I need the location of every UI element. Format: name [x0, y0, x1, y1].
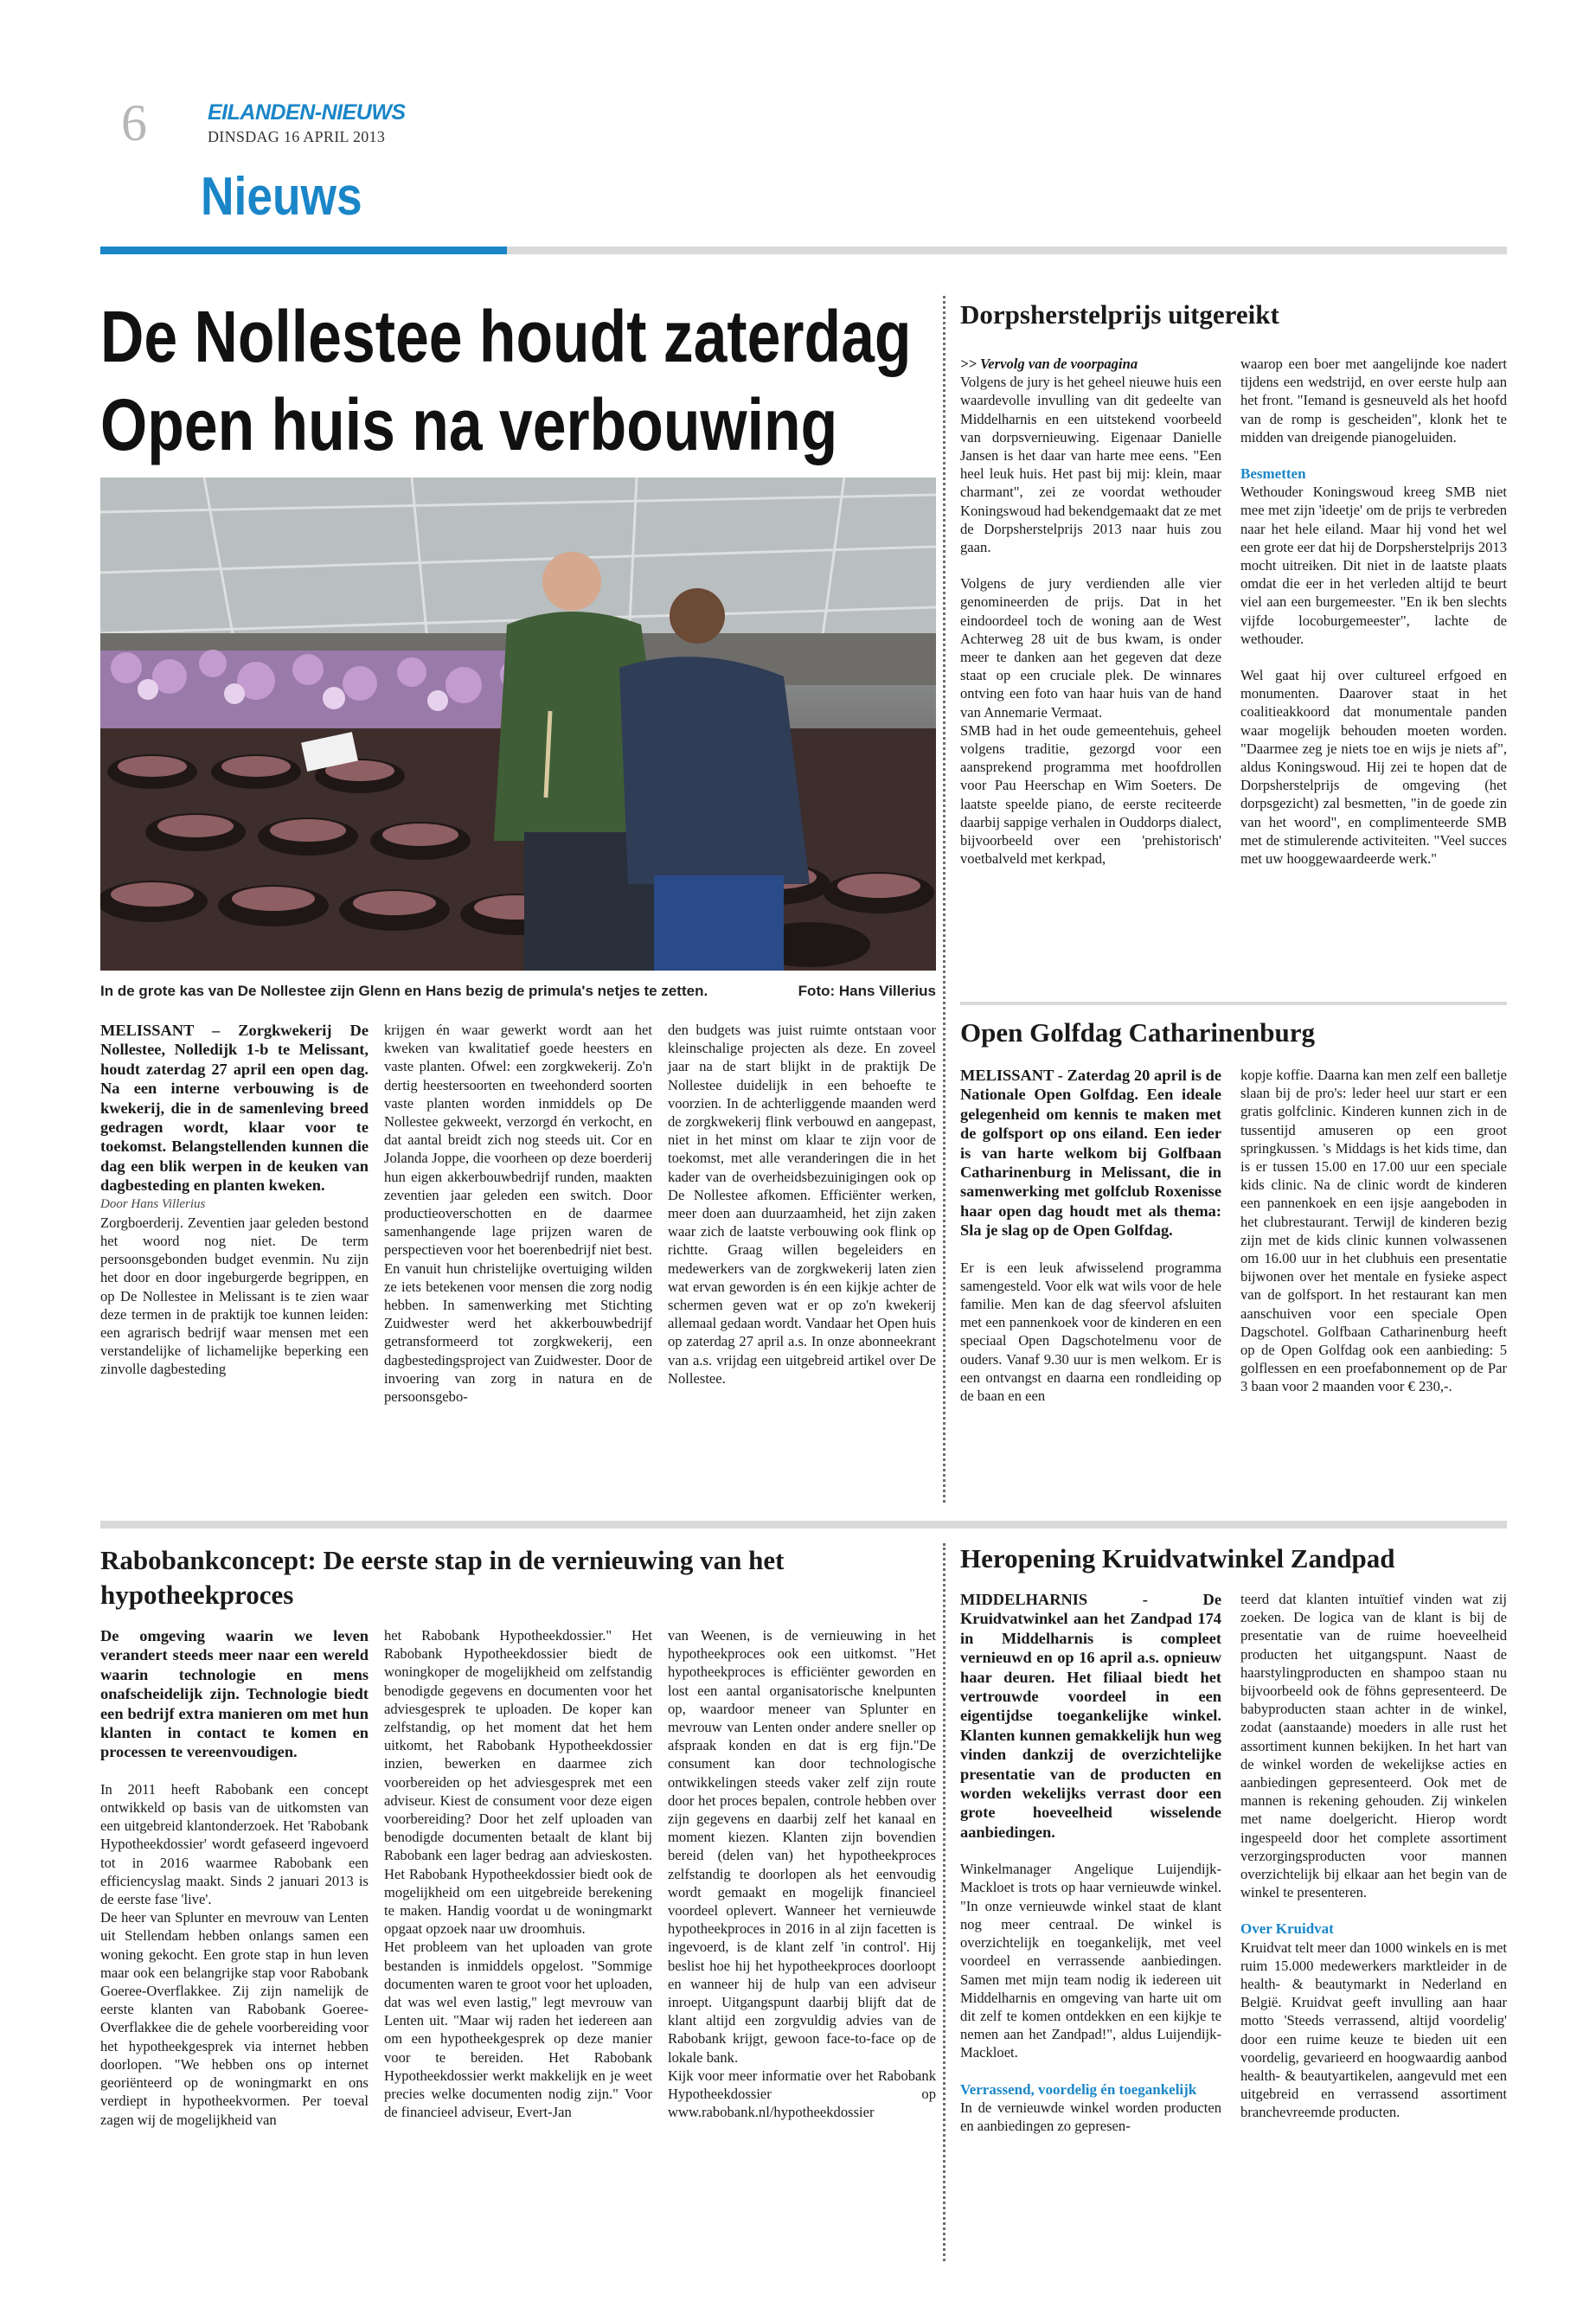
golfdag-col-2	[1240, 1066, 1507, 1396]
rabobank-col-1	[100, 1626, 369, 2129]
kruidvat-col1-p2: Winkelmanager Angelique Luijendijk-Mackloet is trots op haar vernieuwde winkel. "In onze vernieuwde winkel staat de klant nog meer centraal. De winkel is overzichtelijk en toegankelijk, met veel voordeel en verrassende aanbiedingen. Samen met mijn team nodig ik iedereen uit Middelharnis en omgeving van harte uit om dit zelf te komen ontdekken en een kijkje te nemen aan het Zandpad!", aldus Luijendijk-Mackloet.	[960, 1861, 1221, 2061]
kruidvat-col-1	[960, 1590, 1221, 2135]
rabobank-col-2	[384, 1626, 652, 2121]
dorpsherstel-col-2	[1240, 355, 1507, 868]
kruidvat-col2-p2: Kruidvat telt meer dan 1000 winkels en is met ruim 15.000 medewerkers marktleider in de health- & beautymarkt in Nederland en België. Kruidvat geeft invulling aan haar motto 'Steeds verrassend, altijd voordelig' door een ruime keuze te bieden uit een voordelig, gevarieerd en hoogwaardig aanbod health- & beautyartikelen, aangevuld met een uitgebreid en verrassend assortiment branchevreemde producten.	[1240, 1939, 1507, 2121]
main-article-col-3	[668, 1021, 936, 1388]
dorpsherstel-subhead: Besmetten	[1240, 465, 1306, 483]
section-title: Nieuws	[201, 167, 362, 227]
rabobank-lead: De omgeving waarin we leven verandert steeds meer naar een wereld waarin technologie en mens onafscheidelijk zijn. Technologie biedt een bedrijf extra manieren om met hun klanten in contact te komen en processen te vereenvoudigen.	[100, 1627, 369, 1761]
photo-credit: Foto: Hans Villerius	[798, 983, 936, 999]
golfdag-col1-p2: Er is een leuk afwisselend programma samengesteld. Voor elk wat wils voor de hele familie. Men kan de dag sfeervol afsluiten met een pannenkoek voor de kinderen en een speciaal Open Dagschotelmenu voor de ouders. Vanaf 9.30 uur is men welkom. Er is een ontvangst en daarna een rondleiding op de baan en een	[960, 1259, 1221, 1405]
sidebar-divider	[960, 1002, 1507, 1005]
rabobank-title: Rabobankconcept: De eerste stap in de vernieuwing van het hypotheekproces	[100, 1545, 785, 1610]
dorpsherstel-col2-p1: waarop een boer met aangelijnde koe nadert tijdens een wedstrijd, en over eerste hulp aan het front. "Iemand is gesneuveld als het hoofd van de romp is gescheiden", klonk het te midden van dreigende pianogeluiden.	[1240, 356, 1507, 445]
dorpsherstel-col2-p3: Wel gaat hij over cultureel erfgoed en monumenten. Daarover staat in het coalitieakkoord dat monumentale panden waar mogelijk behouden moeten worden. "Daarmee zeg je niets toe en wijs je niets af", aldus Koningswoud. Hij zei te hopen dat de Dorpsherstelprijs de omgeving (het dorpsgezicht) zal besmetten, "in de goede zin van het woord", en complimenteerde SMB met de stimulerende activiteiten. "Veel succes met uw hooggewaardeerde werk."	[1240, 667, 1507, 868]
dorpsherstel-title: Dorpsherstelprijs uitgereikt	[960, 299, 1279, 330]
golfdag-col-1	[960, 1066, 1221, 1405]
dorpsherstel-col1-p1: Volgens de jury is het geheel nieuwe huis een waardevolle invulling van dit gedeelte van Middelharnis en een uitstekend voorbeeld van dorpsvernieuwing. Eigenaar Danielle Jansen is het daar van harte mee eens. "Een heel leuk huis. Het past bij mij: klein, maar charmant", zei ze voordat wethouder Koningswoud had bekendgemaakt dat ze met de Dorpsherstelprijs 2013 naar huis zou gaan.	[960, 374, 1221, 556]
dorpsherstel-col-1	[960, 355, 1221, 868]
main-col1-body: Zorgboerderij. Zeventien jaar geleden bestond het woord nog niet. De term persoonsgebonden budget evenmin. Nu zijn het door en door ingeburgerde begrippen, en op De Nollestee in Melissant is te zien waar deze termen in de praktijk toe kunnen leiden: een agrarisch bedrijf waar mensen met een verstandelijke of lichamelijke beperking een zinvolle dagbesteding	[100, 1214, 369, 1378]
kruidvat-col1-p3: In de vernieuwde winkel worden producten en aanbiedingen zo gepresen-	[960, 2099, 1221, 2134]
page-number: 6	[121, 94, 147, 151]
headline-line-1: De Nollestee houdt zaterdag	[100, 296, 912, 377]
kruidvat-lead: MIDDELHARNIS - De Kruidvatwinkel aan het Zandpad 174 in Middelharnis is compleet vernieuwd en op 16 april a.s. opnieuw haar deuren. Het filiaal biedt het vertrouwde voordeel in een eigentijdse toegankelijke winkel. Klanten kunnen gemakkelijk hun weg vinden dankzij de overzichtelijke presentatie van de producten en worden wekelijks verrast door een grote hoeveelheid wisselende aanbiedingen.	[960, 1591, 1221, 1841]
rabobank-col3-p1: van Weenen, is de vernieuwing in het hypotheekproces ook een uitkomst. "Het hypotheekproces is efficiënter geworden en lost een aantal organisatorische knelpunten op, waardoor meneer van Splunter en mevrouw van Lenten onder andere sneller op afspraak konden en dat is erg fijn."De consument kan door technologische ontwikkelingen steeds vaker zelf zijn route door het proces bepalen, controle hebben over zijn gegevens en daarbij zelf het kanaal en moment kiezen. Klanten zijn bovendien bereid (delen van) het hypotheekproces zelfstandig te doorlopen als het eenvoudig wordt gemaakt en mogelijk financieel voordeel oplevert. Wanneer het vernieuwde hypotheekproces in 2016 in al zijn facetten is ingevoerd, is de klant zelf 'in control'. Hij beslist hoe hij het hypotheekproces doorloopt en wanneer hij de hulp van een adviseur inroept. Uitgangspunt daarbij blijft dat de klant altijd een zorgvuldig advies van de Rabobank krijgt, gewoon face-to-face op de lokale bank.	[668, 1627, 936, 2066]
main-col3-body: den budgets was juist ruimte ontstaan voor kleinschalige projecten als deze. En zoveel jaar na de start blijkt in de praktijk De Nollestee duidelijk in een behoefte te voorzien. In de achterliggende maanden werd de zorgkwekerij flink verbouwd en aangepast, niet in het minst om klaar te zijn voor de toekomst, met alle veranderingen die in het kader van de overheidsbezuinigingen ook op De Nollestee afkomen. Efficiënter werken, meer doen aan duurzaamheid, het zijn zaken waar zich de laatste verbouwing ook flink op richtte. Graag willen begeleiders en medewerkers van de zorgkwekerij laten zien wat ervan geworden is én een kijkje achter de schermen geven wat er op zo'n kwekerij allemaal gedaan wordt. Vandaar het Open huis op zaterdag 27 april a.s. In onze abonneekrant van a.s. vrijdag een uitgebreid artikel over De Nollestee.	[668, 1022, 936, 1387]
kruidvat-subhead-2: Over Kruidvat	[1240, 1920, 1334, 1938]
main-lead: MELISSANT – Zorgkwekerij De Nollestee, Nolledijk 1-b te Melissant, houdt zaterdag 27 april een open dag. Na een interne verbouwing is de kwekerij, die in de samenleving breed gedragen wordt, klaar voor te toekomst. Belangstellenden kunnen die dag een blik werpen in de keuken van dagbesteding en planten kweken.	[100, 1022, 369, 1195]
column-separator-top	[943, 296, 945, 1503]
photo-caption	[100, 983, 936, 1000]
publication-date: DINSDAG 16 APRIL 2013	[208, 128, 386, 145]
header-rule-accent	[100, 247, 507, 254]
dorpsherstel-col2-p2: Wethouder Koningswoud kreeg SMB niet mee met zijn 'ideetje' om de prijs te verbreden naar het hele eiland. Maar hij vond het wel een grote eer dat hij de Dorpsherstelprijs 2013 mocht uitreiken. Dit niet in de laatste plaats omdat die eer in het verleden altijd te beurt viel aan een burgemeester. "En ik ben slechts vijfde locoburgemeester", lachte de wethouder.	[1240, 484, 1507, 647]
main-headline	[100, 292, 912, 469]
rabobank-col2-p1: het Rabobank Hypotheekdossier." Het Rabobank Hypotheekdossier biedt de woningkoper de mogelijkheid om zelfstandig benodigde gegevens en documenten voor het adviesgesprek te uploaden. De koper kan zelfstandig, op het moment dat het hem uitkomt, het Rabobank Hypotheekdossier inzien, bewerken en daarmee zich voorbereiden op het adviesgesprek met een adviseur. Kiest de consument voor deze eigen voorbereiding? Door het zelf uploaden van benodigde documenten betaalt de klant bij Rabobank een lager bedrag aan advieskosten. Het Rabobank Hypotheekdossier biedt ook de mogelijkheid om een uitgebreide berekening te maken. Handig voordat u de woningmarkt opgaat opzoek naar uw droomhuis.	[384, 1627, 652, 1938]
main-col2-body: krijgen én waar gewerkt wordt aan het kweken van kwalitatief goede heesters en vaste planten. Ofwel: een zorgkwekerij. Zo'n dertig heestersoorten en tweehonderd soorten vaste planten worden inmiddels op De Nollestee gekweekt, verzorgd én verkocht, en dat aantal breidt zich nog steeds uit. Cor en Jolanda Joppe, die voorheen op deze boerderij hun eigen akkerbouwbedrijf runden, maakten zeventien jaar geleden een switch. Door productieoverschotten en de daarmee samenhangende lage prijzen waren de perspectieven voor het boerenbedrijf niet best. En vanuit hun christelijke overtuiging wilden ze iets betekenen voor mensen die zorg nodig hebben. In samenwerking met Stichting Zuidwester werd het akkerbouwbedrijf getransformeerd tot zorgkwekerij, een dagbestedingsproject van Zuidwester. Door de invoering van zorg in natura en de persoonsgebo-	[384, 1022, 652, 1406]
main-photo	[100, 478, 936, 971]
rabobank-col1-p2: De heer van Splunter en mevrouw van Lenten uit Stellendam hebben onlangs samen een woning gekocht. Een grote stap in hun leven maar ook een belangrijke stap voor Rabobank Goeree-Overflakkee. Zij zijn namelijk de eerste klanten van Rabobank Goeree-Overflakkee die de gehele voorbereiding voor het hypotheekgesprek via internet hebben doorlopen. "We hebben ons op internet georiënteerd op de woningmarkt en ons verdiept in hypotheekvormen. Per toeval zagen wij de mogelijkheid van	[100, 1909, 369, 2128]
golfdag-col2: kopje koffie. Daarna kan men zelf een balletje slaan bij de pro's: leder heel uur start er een gratis golfclinic. Kinderen kunnen zich in de tussentijd amuseren op een groot springkussen. 's Middags is het kids time, dan is er tussen 15.00 en 17.00 uur een speciale kids clinic. Na de clinic wordt de kinderen een pannenkoek en een ijsje aangeboden in het clubrestaurant. Terwijl de kinderen bezig zijn met de kids clinic kunnen volwassenen om 16.00 uur in het clubhuis een presentatie bijwonen over het mentale en fysieke aspect van de golfsport. In het restaurant kan men aanschuiven voor een speciale Open Dagschotel. Golfbaan Catharinenburg heeft op de Open Golfdag ook een aanbieding: 5 golflessen en een proefabonnement op de Par 3 baan voor 2 maanden voor € 230,-.	[1240, 1067, 1507, 1395]
headline-line-2: Open huis na verbouwing	[100, 384, 838, 465]
kruidvat-col2-p1: teerd dat klanten intuïtief vinden wat zij zoeken. De logica van de klant is bij de presentatie van de ruime hoeveelheid producten het uitgangspunt. Naast de haarstylingproducten en shampoo staan nu bijvoorbeeld ook de föhns gepresenteerd. De babyproducten staan achter in de winkel, zodat (aanstaande) moeders in alle rust het assortiment kunnen bekijken. In het hart van de winkel worden de wekelijkse acties en aanbiedingen gepresenteerd. Ook met de mannen is rekening gehouden. Zij winkelen met name doelgericht. Hierop wordt ingespeeld door het complete assortiment verzorgingsproducten voor mannen overzichtelijk bij elkaar aan het begin van de winkel te presenteren.	[1240, 1591, 1507, 1901]
main-article-col-1	[100, 1021, 369, 1379]
rabobank-col2-p2: Het probleem van het uploaden van grote bestanden is inmiddels opgelost. "Sommige documenten waren te groot voor het uploaden, dat was wel even lastig," legt mevrouw van Lenten uit. "Maar wij raden het iedereen aan om een hypotheekgesprek op deze manier voor te bereiden. Het Rabobank Hypotheekdossier werkt makkelijk en je weet precies welke documenten nodig zijn." Voor de financieel adviseur, Evert-Jan	[384, 1939, 652, 2121]
continued-label: >> Vervolg van de voorpagina	[960, 356, 1138, 372]
kruidvat-subhead-1: Verrassend, voordelig én toegankelijk	[960, 2080, 1197, 2098]
kruidvat-col-2	[1240, 1590, 1507, 2122]
column-separator-bottom	[943, 1543, 945, 2261]
middle-rule	[100, 1521, 1507, 1529]
kruidvat-title: Heropening Kruidvatwinkel Zandpad	[960, 1543, 1395, 1574]
dorpsherstel-col1-p3: SMB had in het oude gemeentehuis, geheel volgens traditie, gezorgd voor een aansprekend programma met hoofdrollen voor Pau Heerschap en Wim Soeters. De laatste speelde piano, de eerste reciteerde daarbij sappige verhalen in Ouddorps dialect, bijvoorbeeld over een 'prehistorisch' voetbalveld met kerkpad,	[960, 721, 1221, 868]
greenhouse-photo-illustration	[100, 478, 936, 971]
masthead-logo: EILANDEN-NIEUWS	[208, 100, 406, 125]
rabobank-col1-p1: In 2011 heeft Rabobank een concept ontwikkeld op basis van de uitkomsten van een uitgebreid klantonderzoek. Het 'Rabobank Hypotheekdossier' wordt gefaseerd ingevoerd tot in 2016 waarmee Rabobank een efficiencyslag maakt. Sinds 2 januari 2013 is de eerste fase 'live'.	[100, 1780, 369, 1908]
dorpsherstel-col1-p2: Volgens de jury verdienden alle vier genomineerden de prijs. Dat in het eindoordeel toch de woning aan de West Achterweg 28 uit de bus kwam, is onder meer te danken aan het gegeven dat deze staat op een cruciale plek. De winnares ontving een foto van haar huis van de hand van Annemarie Vermaat.	[960, 575, 1221, 721]
golfdag-title: Open Golfdag Catharinenburg	[960, 1017, 1315, 1048]
golfdag-lead: MELISSANT - Zaterdag 20 april is de Nationale Open Golfdag. Een ideale gelegenheid om kennis te maken met de golfsport op ons eiland. Een ieder is van harte welkom bij Golfbaan Catharinenburg in Melissant, die in samenwerking met golfclub Roxenisse haar open dag houdt met als thema: Sla je slag op de Open Golfdag.	[960, 1067, 1221, 1240]
rabobank-col3-p2: Kijk voor meer informatie over het Rabobank Hypotheekdossier op www.rabobank.nl/hypotheekdossier	[668, 2067, 936, 2121]
main-byline: Door Hans Villerius	[100, 1196, 206, 1211]
rabobank-col-3	[668, 1626, 936, 2121]
caption-text: In de grote kas van De Nollestee zijn Glenn en Hans bezig de primula's netjes te zetten.	[100, 983, 708, 999]
main-article-col-2	[384, 1021, 652, 1406]
